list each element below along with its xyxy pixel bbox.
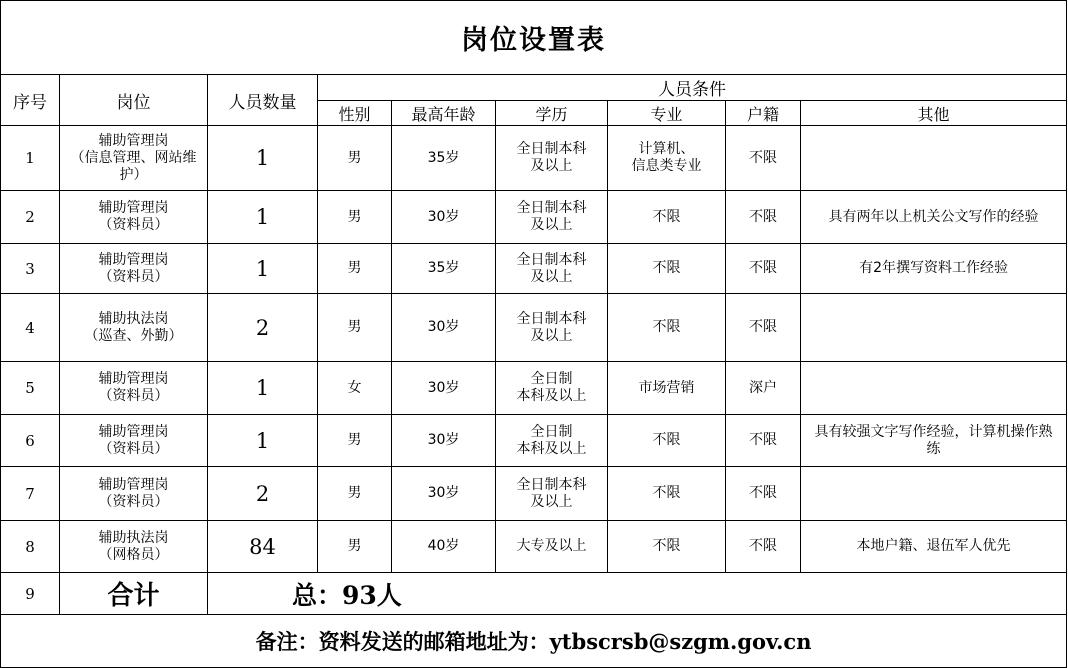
row-index: 7 <box>1 467 60 521</box>
row-other: 具有较强文字写作经验，计算机操作熟 练 <box>801 415 1067 467</box>
row-age: 35岁 <box>392 126 496 191</box>
row-hukou: 深户 <box>726 362 801 415</box>
header-major: 专业 <box>608 101 726 126</box>
row-count: 1 <box>208 191 318 244</box>
row-other <box>801 126 1067 191</box>
row-hukou: 不限 <box>726 191 801 244</box>
row-position: 辅助管理岗 （资料员） <box>60 191 208 244</box>
row-other: 本地户籍、退伍军人优先 <box>801 521 1067 573</box>
header-requirements: 人员条件 <box>318 75 1067 101</box>
total-value: 总：93人 <box>208 573 1067 615</box>
row-other <box>801 294 1067 362</box>
row-count: 2 <box>208 294 318 362</box>
row-hukou: 不限 <box>726 467 801 521</box>
table-row <box>1 126 1067 191</box>
row-count: 1 <box>208 362 318 415</box>
row-age: 30岁 <box>392 191 496 244</box>
row-hukou: 不限 <box>726 244 801 294</box>
row-education: 全日制本科 及以上 <box>496 191 608 244</box>
header-other: 其他 <box>801 101 1067 126</box>
email-note: 备注：资料发送的邮箱地址为：ytbscrsb@szgm.gov.cn <box>1 615 1067 668</box>
row-education: 全日制本科 及以上 <box>496 294 608 362</box>
table-title: 岗位设置表 <box>1 1 1067 75</box>
row-age: 35岁 <box>392 244 496 294</box>
row-age: 30岁 <box>392 467 496 521</box>
row-position: 辅助管理岗 （信息管理、网站维 护） <box>60 126 208 191</box>
table-row <box>1 191 1067 244</box>
row-education: 全日制 本科及以上 <box>496 362 608 415</box>
row-index: 5 <box>1 362 60 415</box>
row-major: 不限 <box>608 415 726 467</box>
row-count: 1 <box>208 126 318 191</box>
total-row <box>1 573 1067 615</box>
header-count: 人员数量 <box>208 75 318 126</box>
row-index: 8 <box>1 521 60 573</box>
row-major: 不限 <box>608 244 726 294</box>
row-gender: 男 <box>318 191 392 244</box>
table-row <box>1 294 1067 362</box>
header-hukou: 户籍 <box>726 101 801 126</box>
row-count: 1 <box>208 415 318 467</box>
row-major: 不限 <box>608 521 726 573</box>
row-gender: 男 <box>318 294 392 362</box>
row-hukou: 不限 <box>726 521 801 573</box>
row-index: 2 <box>1 191 60 244</box>
row-other: 具有两年以上机关公文写作的经验 <box>801 191 1067 244</box>
row-major: 不限 <box>608 467 726 521</box>
row-gender: 男 <box>318 415 392 467</box>
row-other: 有2年撰写资料工作经验 <box>801 244 1067 294</box>
row-other <box>801 467 1067 521</box>
row-other <box>801 362 1067 415</box>
table-row <box>1 362 1067 415</box>
table-row <box>1 521 1067 573</box>
row-hukou: 不限 <box>726 415 801 467</box>
row-gender: 男 <box>318 467 392 521</box>
header-index: 序号 <box>1 75 60 126</box>
note-row <box>1 615 1067 668</box>
row-index: 4 <box>1 294 60 362</box>
table-row <box>1 244 1067 294</box>
row-age: 30岁 <box>392 362 496 415</box>
header-position: 岗位 <box>60 75 208 126</box>
row-education: 全日制本科 及以上 <box>496 244 608 294</box>
row-position: 辅助执法岗 （巡查、外勤） <box>60 294 208 362</box>
row-major: 不限 <box>608 294 726 362</box>
row-age: 30岁 <box>392 294 496 362</box>
row-index: 1 <box>1 126 60 191</box>
row-position: 辅助执法岗 （网格员） <box>60 521 208 573</box>
row-gender: 男 <box>318 521 392 573</box>
total-label: 合计 <box>60 573 208 615</box>
row-education: 全日制本科 及以上 <box>496 126 608 191</box>
row-hukou: 不限 <box>726 126 801 191</box>
row-position: 辅助管理岗 （资料员） <box>60 244 208 294</box>
row-gender: 男 <box>318 244 392 294</box>
row-education: 全日制本科 及以上 <box>496 467 608 521</box>
table-row <box>1 415 1067 467</box>
table-row <box>1 467 1067 521</box>
row-position: 辅助管理岗 （资料员） <box>60 415 208 467</box>
row-position: 辅助管理岗 （资料员） <box>60 467 208 521</box>
row-age: 40岁 <box>392 521 496 573</box>
row-count: 84 <box>208 521 318 573</box>
row-education: 大专及以上 <box>496 521 608 573</box>
row-hukou: 不限 <box>726 294 801 362</box>
row-gender: 男 <box>318 126 392 191</box>
total-index: 9 <box>1 573 60 615</box>
row-count: 1 <box>208 244 318 294</box>
row-major: 市场营销 <box>608 362 726 415</box>
row-gender: 女 <box>318 362 392 415</box>
row-major: 不限 <box>608 191 726 244</box>
header-gender: 性别 <box>318 101 392 126</box>
row-major: 计算机、 信息类专业 <box>608 126 726 191</box>
row-position: 辅助管理岗 （资料员） <box>60 362 208 415</box>
row-education: 全日制 本科及以上 <box>496 415 608 467</box>
header-education: 学历 <box>496 101 608 126</box>
row-count: 2 <box>208 467 318 521</box>
row-index: 6 <box>1 415 60 467</box>
header-max-age: 最高年龄 <box>392 101 496 126</box>
row-index: 3 <box>1 244 60 294</box>
row-age: 30岁 <box>392 415 496 467</box>
